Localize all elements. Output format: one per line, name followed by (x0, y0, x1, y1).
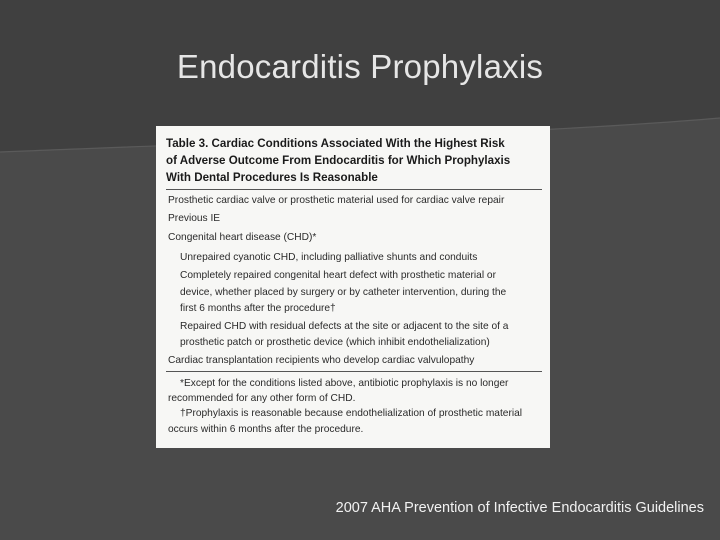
table-row: Repaired CHD with residual defects at the site or adjacent to the site of a (180, 321, 509, 332)
table-row: device, whether placed by surgery or by catheter intervention, during the (180, 287, 507, 298)
table-footnotes (168, 376, 544, 437)
table-divider (166, 189, 542, 190)
table-row: Congenital heart disease (CHD)* (168, 232, 317, 243)
table-row: prosthetic patch or prosthetic device (which inhibit endothelialization) (180, 337, 490, 348)
slide-caption: 2007 AHA Prevention of Infective Endocarditis Guidelines (335, 500, 704, 516)
footnote-line: †Prophylaxis is reasonable because endothelialization of prosthetic material (180, 408, 523, 420)
table-title-line: Table 3. Cardiac Conditions Associated With the Highest Risk (166, 137, 505, 150)
footnote-line: *Except for the conditions listed above, antibiotic prophylaxis is no longer (180, 378, 509, 389)
table-image (156, 126, 550, 448)
table-row: first 6 months after the procedure† (180, 303, 336, 314)
slide-title: Endocarditis Prophylaxis (176, 48, 544, 85)
table-row: Previous IE (168, 213, 221, 224)
table-title-line: of Adverse Outcome From Endocarditis for Which Prophylaxis (166, 154, 511, 167)
table-title (166, 135, 544, 186)
table-row: Prosthetic cardiac valve or prosthetic material used for cardiac valve repair (168, 195, 505, 206)
table-divider (166, 371, 542, 372)
footnote-line: occurs within 6 months after the procedure. (168, 423, 364, 435)
footnote-line: recommended for any other form of CHD. (168, 393, 356, 405)
table-row: Completely repaired congenital heart defect with prosthetic material or (180, 270, 496, 281)
table-row: Cardiac transplantation recipients who develop cardiac valvulopathy (168, 355, 475, 366)
table-row: Unrepaired cyanotic CHD, including palliative shunts and conduits (180, 252, 478, 263)
table-title-line: With Dental Procedures Is Reasonable (166, 171, 378, 184)
